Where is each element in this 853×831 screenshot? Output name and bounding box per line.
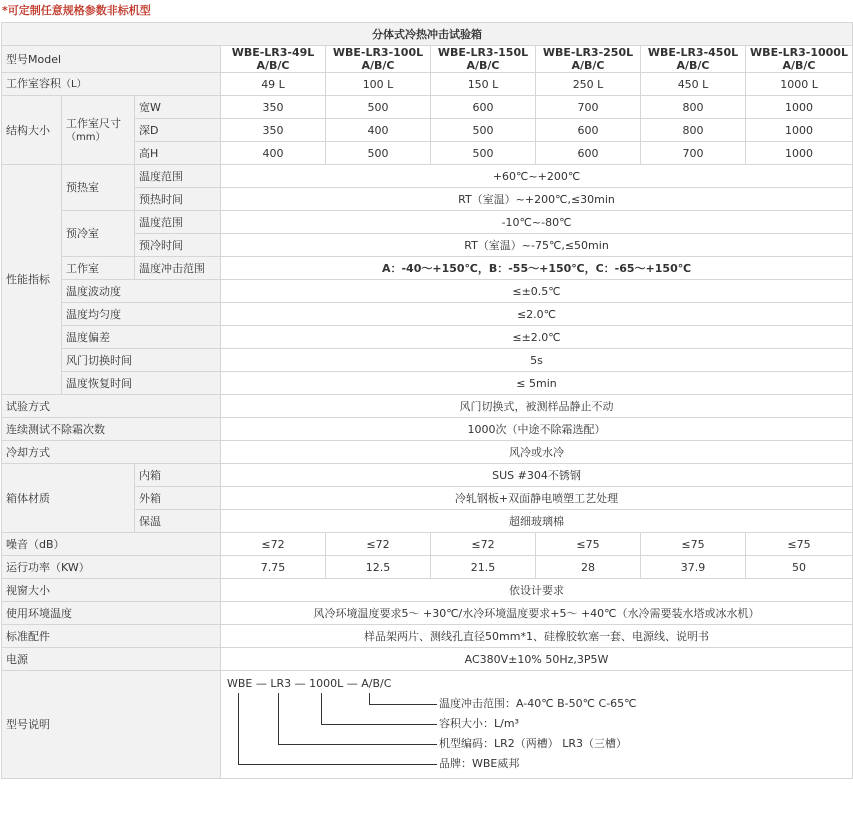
defrost-value: 1000次（中途不除霜选配） bbox=[221, 418, 853, 441]
accessories-value: 样品架两片、测线孔直径50mm*1、硅橡胶软塞一套、电源线、说明书 bbox=[221, 625, 853, 648]
structure-label: 结构大小 bbox=[2, 96, 62, 165]
value-cell: 600 bbox=[431, 96, 536, 119]
cooling-value: 风冷或水冷 bbox=[221, 441, 853, 464]
value-cell: 50 bbox=[746, 556, 853, 579]
model-label: 型号Model bbox=[2, 46, 221, 73]
model-cell: WBE-LR3-49L A/B/C bbox=[221, 46, 326, 73]
window-label: 视窗大小 bbox=[2, 579, 221, 602]
dim-label: 宽W bbox=[135, 96, 221, 119]
value-cell: 500 bbox=[431, 142, 536, 165]
volume-label: 工作室容积（L） bbox=[2, 73, 221, 96]
value-cell: ≤72 bbox=[221, 533, 326, 556]
model-cell: WBE-LR3-100L A/B/C bbox=[326, 46, 431, 73]
row-damper-time bbox=[2, 349, 853, 372]
environment-value: 风冷环境温度要求5～ +30℃/水冷环境温度要求+5～ +40℃（水冷需要装水塔或冰水机） bbox=[221, 602, 853, 625]
row-power-supply bbox=[2, 648, 853, 671]
value-cell: 100 L bbox=[326, 73, 431, 96]
model-cell: WBE-LR3-450L A/B/C bbox=[641, 46, 746, 73]
row-defrost bbox=[2, 418, 853, 441]
value-cell: ≤72 bbox=[326, 533, 431, 556]
desc-volume: 容积大小：L/m³ bbox=[439, 717, 519, 730]
row-power bbox=[2, 556, 853, 579]
performance-label: 性能指标 bbox=[2, 165, 62, 395]
desc-model-code: 机型编码：LR2（两槽） LR3（三槽） bbox=[439, 737, 628, 750]
perf-row-label: 温度波动度 bbox=[62, 280, 221, 303]
perf-row-label: 温度偏差 bbox=[62, 326, 221, 349]
material-row-label: 保温 bbox=[135, 510, 221, 533]
value-cell: 150 L bbox=[431, 73, 536, 96]
value-cell: 400 bbox=[221, 142, 326, 165]
connector-line bbox=[369, 693, 370, 704]
value-cell: 1000 bbox=[746, 119, 853, 142]
table-title: 分体式冷热冲击试验箱 bbox=[2, 23, 853, 46]
preheat-range-value: +60℃~+200℃ bbox=[221, 165, 853, 188]
power-label: 运行功率（KW） bbox=[2, 556, 221, 579]
test-method-value: 风门切换式，被测样品静止不动 bbox=[221, 395, 853, 418]
environment-label: 使用环境温度 bbox=[2, 602, 221, 625]
perf-row-label: 温度均匀度 bbox=[62, 303, 221, 326]
value-cell: 21.5 bbox=[431, 556, 536, 579]
material-row-value: 超细玻璃棉 bbox=[221, 510, 853, 533]
preheat-label: 预热室 bbox=[62, 165, 135, 211]
material-row-value: SUS #304不锈钢 bbox=[221, 464, 853, 487]
precool-range-label: 温度范围 bbox=[135, 211, 221, 234]
defrost-label: 连续测试不除霜次数 bbox=[2, 418, 221, 441]
value-cell: 500 bbox=[431, 119, 536, 142]
connector-line bbox=[321, 724, 437, 725]
value-cell: 800 bbox=[641, 119, 746, 142]
connector-line bbox=[321, 693, 322, 724]
custom-note: *可定制任意规格参数非标机型 bbox=[2, 4, 151, 17]
preheat-time-value: RT（室温）~+200℃,≤30min bbox=[221, 188, 853, 211]
value-cell: 350 bbox=[221, 119, 326, 142]
row-cooling bbox=[2, 441, 853, 464]
row-work-shock bbox=[2, 257, 853, 280]
perf-row-value: ≤±0.5℃ bbox=[221, 280, 853, 303]
work-chamber-label: 工作室 bbox=[62, 257, 135, 280]
cooling-label: 冷却方式 bbox=[2, 441, 221, 464]
window-value: 依设计要求 bbox=[221, 579, 853, 602]
value-cell: 1000 L bbox=[746, 73, 853, 96]
preheat-time-label: 预热时间 bbox=[135, 188, 221, 211]
material-row-label: 内箱 bbox=[135, 464, 221, 487]
noise-label: 噪音（dB） bbox=[2, 533, 221, 556]
row-volume bbox=[2, 73, 853, 96]
value-cell: 400 bbox=[326, 119, 431, 142]
model-desc-label: 型号说明 bbox=[2, 671, 221, 779]
power-supply-label: 电源 bbox=[2, 648, 221, 671]
value-cell: 600 bbox=[536, 142, 641, 165]
value-cell: ≤72 bbox=[431, 533, 536, 556]
row-model-desc bbox=[2, 671, 853, 779]
model-cell: WBE-LR3-1000L A/B/C bbox=[746, 46, 853, 73]
row-fluctuation bbox=[2, 280, 853, 303]
desc-temp-range: 温度冲击范围：A-40℃ B-50℃ C-65℃ bbox=[439, 697, 637, 710]
row-accessories bbox=[2, 625, 853, 648]
shock-range-value: A：-40～+150℃，B：-55～+150℃，C：-65～+150℃ bbox=[221, 257, 853, 280]
value-cell: 49 L bbox=[221, 73, 326, 96]
perf-row-label: 风门切换时间 bbox=[62, 349, 221, 372]
perf-row-label: 温度恢复时间 bbox=[62, 372, 221, 395]
value-cell: ≤75 bbox=[536, 533, 641, 556]
shock-range-label: 温度冲击范围 bbox=[135, 257, 221, 280]
spec-table bbox=[1, 22, 853, 779]
perf-row-value: ≤±2.0℃ bbox=[221, 326, 853, 349]
connector-line bbox=[238, 764, 437, 765]
value-cell: 450 L bbox=[641, 73, 746, 96]
perf-row-value: ≤2.0℃ bbox=[221, 303, 853, 326]
desc-brand: 品牌：WBE威邦 bbox=[439, 757, 520, 770]
row-test-method bbox=[2, 395, 853, 418]
material-label: 箱体材质 bbox=[2, 464, 135, 533]
row-model bbox=[2, 46, 853, 73]
chamber-size-label: 工作室尺寸 （mm） bbox=[62, 96, 135, 165]
value-cell: 350 bbox=[221, 96, 326, 119]
material-row-label: 外箱 bbox=[135, 487, 221, 510]
power-supply-value: AC380V±10% 50Hz,3P5W bbox=[221, 648, 853, 671]
precool-range-value: -10℃~-80℃ bbox=[221, 211, 853, 234]
value-cell: 12.5 bbox=[326, 556, 431, 579]
row-width bbox=[2, 96, 853, 119]
model-desc-diagram bbox=[221, 671, 853, 779]
connector-line bbox=[238, 693, 239, 764]
value-cell: ≤75 bbox=[746, 533, 853, 556]
row-deviation bbox=[2, 326, 853, 349]
value-cell: ≤75 bbox=[641, 533, 746, 556]
material-row-value: 冷轧钢板+双面静电喷塑工艺处理 bbox=[221, 487, 853, 510]
value-cell: 600 bbox=[536, 119, 641, 142]
test-method-label: 试验方式 bbox=[2, 395, 221, 418]
model-cell: WBE-LR3-150L A/B/C bbox=[431, 46, 536, 73]
value-cell: 500 bbox=[326, 142, 431, 165]
row-environment bbox=[2, 602, 853, 625]
row-precool-range bbox=[2, 211, 853, 234]
connector-line bbox=[278, 744, 437, 745]
value-cell: 7.75 bbox=[221, 556, 326, 579]
row-noise bbox=[2, 533, 853, 556]
precool-label: 预冷室 bbox=[62, 211, 135, 257]
row-window bbox=[2, 579, 853, 602]
value-cell: 1000 bbox=[746, 96, 853, 119]
row-uniformity bbox=[2, 303, 853, 326]
connector-line bbox=[278, 693, 279, 744]
precool-time-value: RT（室温）~-75℃,≤50min bbox=[221, 234, 853, 257]
model-cell: WBE-LR3-250L A/B/C bbox=[536, 46, 641, 73]
value-cell: 700 bbox=[536, 96, 641, 119]
dim-label: 高H bbox=[135, 142, 221, 165]
value-cell: 700 bbox=[641, 142, 746, 165]
model-code: WBE — LR3 — 1000L — A/B/C bbox=[227, 677, 392, 690]
preheat-range-label: 温度范围 bbox=[135, 165, 221, 188]
row-recovery-time bbox=[2, 372, 853, 395]
value-cell: 28 bbox=[536, 556, 641, 579]
connector-line bbox=[369, 704, 437, 705]
value-cell: 800 bbox=[641, 96, 746, 119]
perf-row-value: 5s bbox=[221, 349, 853, 372]
perf-row-value: ≤ 5min bbox=[221, 372, 853, 395]
value-cell: 37.9 bbox=[641, 556, 746, 579]
value-cell: 250 L bbox=[536, 73, 641, 96]
row-preheat-range bbox=[2, 165, 853, 188]
precool-time-label: 预冷时间 bbox=[135, 234, 221, 257]
value-cell: 500 bbox=[326, 96, 431, 119]
accessories-label: 标准配件 bbox=[2, 625, 221, 648]
value-cell: 1000 bbox=[746, 142, 853, 165]
dim-label: 深D bbox=[135, 119, 221, 142]
row-inner-box bbox=[2, 464, 853, 487]
